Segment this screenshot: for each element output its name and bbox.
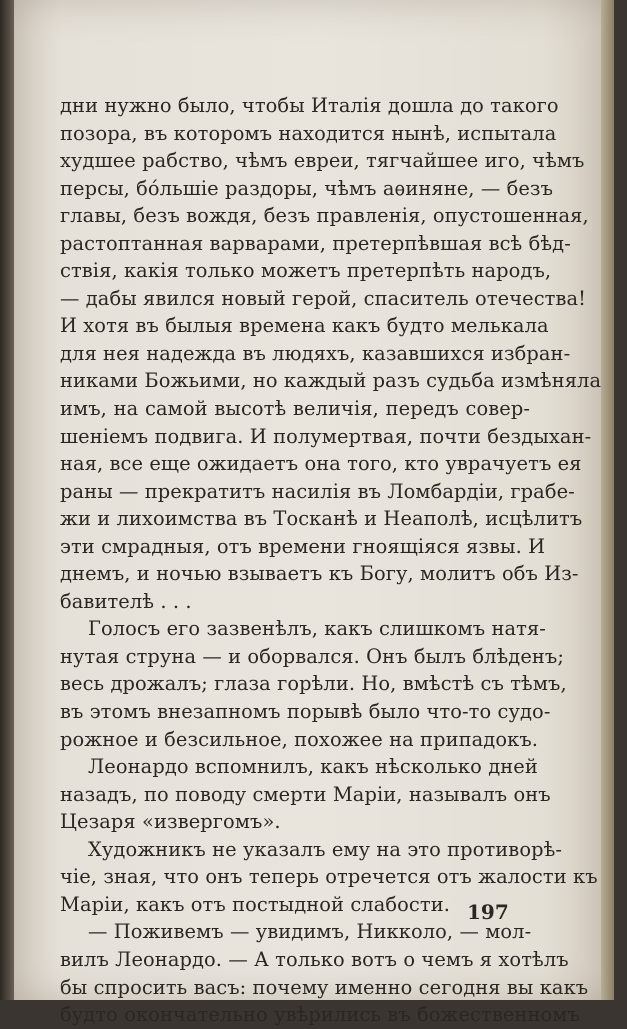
- text-line: Голосъ его зазвенѣлъ, какъ слишкомъ натя-: [88, 617, 546, 641]
- text-line: персы, бо́льшіе раздоры, чѣмъ аѳиняне, — безъ: [60, 176, 554, 200]
- text-line: растоптанная варварами, претерпѣвшая всѣ бѣд-: [60, 231, 571, 255]
- text-line: нутая струна — и оборвался. Онъ былъ блѣденъ;: [60, 644, 565, 668]
- text-line: днемъ, и ночью взываетъ къ Богу, молитъ объ Из-: [60, 562, 579, 586]
- page-body-text: [60, 92, 602, 1029]
- text-line: Цезаря «извергомъ».: [60, 810, 281, 834]
- text-line: ная, все еще ожидаетъ она того, кто уврачуетъ ея: [60, 452, 582, 476]
- text-line: ствія, какія только можетъ претерпѣть народъ,: [60, 259, 552, 283]
- text-line: Маріи, какъ отъ постыдной слабости.: [60, 892, 450, 916]
- text-line: эти смрадныя, отъ времени гноящіяся язвы. И: [60, 534, 546, 558]
- text-line: никами Божьими, но каждый разъ судьба измѣняла: [60, 369, 602, 393]
- text-line: назадъ, по поводу смерти Маріи, называлъ онъ: [60, 782, 551, 806]
- text-line: шеніемъ подвига. И полумертвая, почти бездыхан-: [60, 424, 592, 448]
- text-line: дни нужно было, чтобы Италія дошла до такого: [60, 94, 559, 117]
- text-line: — Поживемъ — увидимъ, Никколо, — мол-: [88, 920, 532, 944]
- text-line: бавителѣ . . .: [60, 589, 192, 613]
- text-line: Художникъ не указалъ ему на это противорѣ-: [88, 837, 563, 861]
- text-line: для нея надежда въ людяхъ, казавшихся избран-: [60, 341, 571, 365]
- text-line: весь дрожалъ; глаза горѣли. Но, вмѣстѣ съ тѣмъ,: [60, 672, 567, 696]
- text-line: бы спросить васъ: почему именно сегодня вы какъ: [60, 975, 589, 999]
- text-line: — дабы явился новый герой, спаситель отечества!: [60, 286, 587, 310]
- text-line: раны — прекратитъ насилія въ Ломбардіи, грабе-: [60, 479, 575, 503]
- text-line: въ этомъ внезапномъ порывѣ было что-то судо-: [60, 700, 551, 724]
- page-edge: [601, 0, 614, 1000]
- text-line: чіе, зная, что онъ теперь отречется отъ жалости къ: [60, 865, 598, 889]
- text-line: рожное и безсильное, похожее на припадокъ.: [60, 727, 539, 751]
- text-line: вилъ Леонардо. — А только вотъ о чемъ я хотѣлъ: [60, 947, 569, 971]
- text-line: имъ, на самой высотѣ величія, передъ совер-: [60, 397, 530, 421]
- text-line: жи и лихоимства въ Тосканѣ и Неаполѣ, исцѣлитъ: [60, 507, 583, 531]
- text-line: худшее рабство, чѣмъ евреи, тягчайшее иго, чѣмъ: [60, 149, 585, 173]
- text-line: позора, въ которомъ находится нынѣ, испытала: [60, 121, 557, 145]
- text-line: будто окончательно увѣрились въ божественномъ: [60, 1003, 580, 1027]
- text-line: главы, безъ вождя, безъ правленія, опустошенная,: [60, 204, 589, 228]
- book-spine-shadow: [0, 0, 14, 1000]
- text-line: Леонардо вспомнилъ, какъ нѣсколько дней: [88, 755, 538, 779]
- page-number: 197: [467, 900, 509, 924]
- book-page: [14, 0, 614, 1027]
- text-line: И хотя въ былыя времена какъ будто мелькала: [60, 314, 549, 338]
